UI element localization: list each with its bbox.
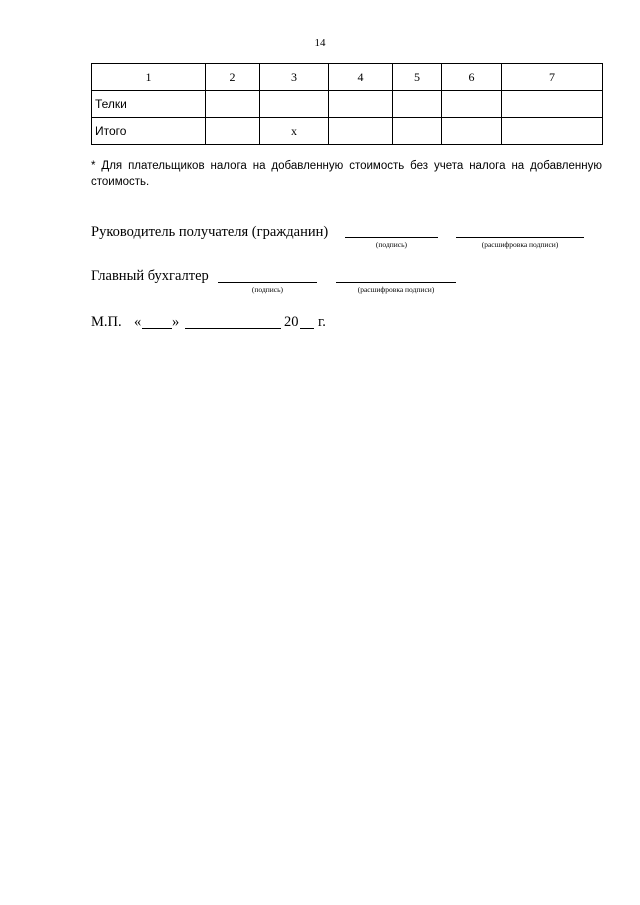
table-cell: [502, 118, 603, 145]
header-cell: 2: [206, 64, 260, 91]
table-row: [92, 118, 603, 145]
table-cell: [393, 118, 442, 145]
table-cell: [329, 118, 393, 145]
year-prefix: 20: [284, 314, 299, 330]
date-open-quote: «: [134, 314, 142, 330]
head-sign-caption: (подпись): [375, 240, 408, 249]
header-cell: 5: [393, 64, 442, 91]
table-cell: [393, 91, 442, 118]
table-header-row: [92, 64, 603, 91]
header-cell: 6: [442, 64, 502, 91]
year-line: [300, 328, 314, 329]
day-line: [142, 328, 172, 329]
table-cell: [206, 91, 260, 118]
accountant-sign-caption: (подпись): [251, 285, 284, 294]
table-row: [92, 91, 603, 118]
data-table: [91, 63, 603, 145]
month-line: [185, 328, 281, 329]
head-signature-line: [345, 237, 438, 238]
table-cell: [329, 91, 393, 118]
accountant-decode-caption: (расшифровка подписи): [357, 285, 435, 294]
table-cell: х: [260, 118, 329, 145]
table-cell: [442, 118, 502, 145]
table-cell: [442, 91, 502, 118]
head-decode-caption: (расшифровка подписи): [481, 240, 559, 249]
table-cell: [260, 91, 329, 118]
stamp-label: М.П.: [91, 314, 122, 330]
header-cell: 1: [92, 64, 206, 91]
row-label-cell: Телки: [92, 91, 206, 118]
head-decode-line: [456, 237, 584, 238]
table-cell: [502, 91, 603, 118]
footnote: * Для плательщиков налога на добавленную стоимость без учета налога на добавленную стоимость.: [91, 160, 602, 188]
header-cell: 7: [502, 64, 603, 91]
table-cell: [206, 118, 260, 145]
header-cell: 3: [260, 64, 329, 91]
year-suffix: г.: [318, 314, 326, 330]
accountant-signature-label: Главный бухгалтер: [91, 268, 209, 284]
date-close-quote: »: [172, 314, 180, 330]
accountant-signature-line: [218, 282, 317, 283]
page-number: 14: [314, 37, 326, 49]
head-signature-label: Руководитель получателя (гражданин): [91, 224, 329, 240]
header-cell: 4: [329, 64, 393, 91]
accountant-decode-line: [336, 282, 456, 283]
row-label-cell: Итого: [92, 118, 206, 145]
